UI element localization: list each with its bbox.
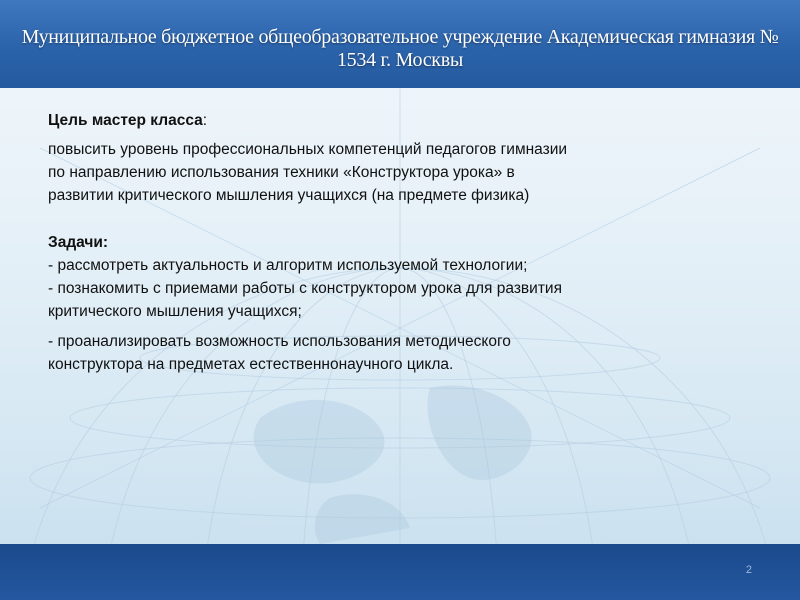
goal-heading [48, 109, 748, 132]
goal-line: развитии критического мышления учащихся (на предмете физика) [48, 187, 530, 204]
page-number: 2 [745, 564, 752, 576]
task-line: - проанализировать возможность использования методического [48, 333, 511, 350]
task-line: критического мышления учащихся; [48, 303, 302, 320]
task-item [48, 330, 748, 376]
goal-line: по направлению использования техники «Конструктора урока» в [48, 164, 515, 181]
tasks-heading: Задачи: [48, 234, 109, 251]
task-line: конструктора на предметах естественнонаучного цикла. [48, 356, 454, 373]
goal-line: повысить уровень профессиональных компетенций педагогов гимназии [48, 141, 568, 158]
footer-band [0, 544, 800, 600]
task-line: - познакомить с приемами работы с конструктором урока для развития [48, 280, 562, 297]
task-item [48, 277, 748, 323]
header-band [0, 0, 800, 88]
goal-heading-colon: : [202, 112, 208, 129]
content-panel [0, 88, 800, 544]
school-title: Муниципальное бюджетное общеобразовательное учреждение Академическая гимназия № 1534 г. Москвы [21, 26, 779, 71]
task-item [48, 254, 748, 277]
goal-heading-text: Цель мастер класса [48, 112, 203, 129]
goal-text [48, 138, 748, 207]
slide-body [48, 109, 748, 376]
task-line: - рассмотреть актуальность и алгоритм используемой технологии; [48, 257, 528, 274]
